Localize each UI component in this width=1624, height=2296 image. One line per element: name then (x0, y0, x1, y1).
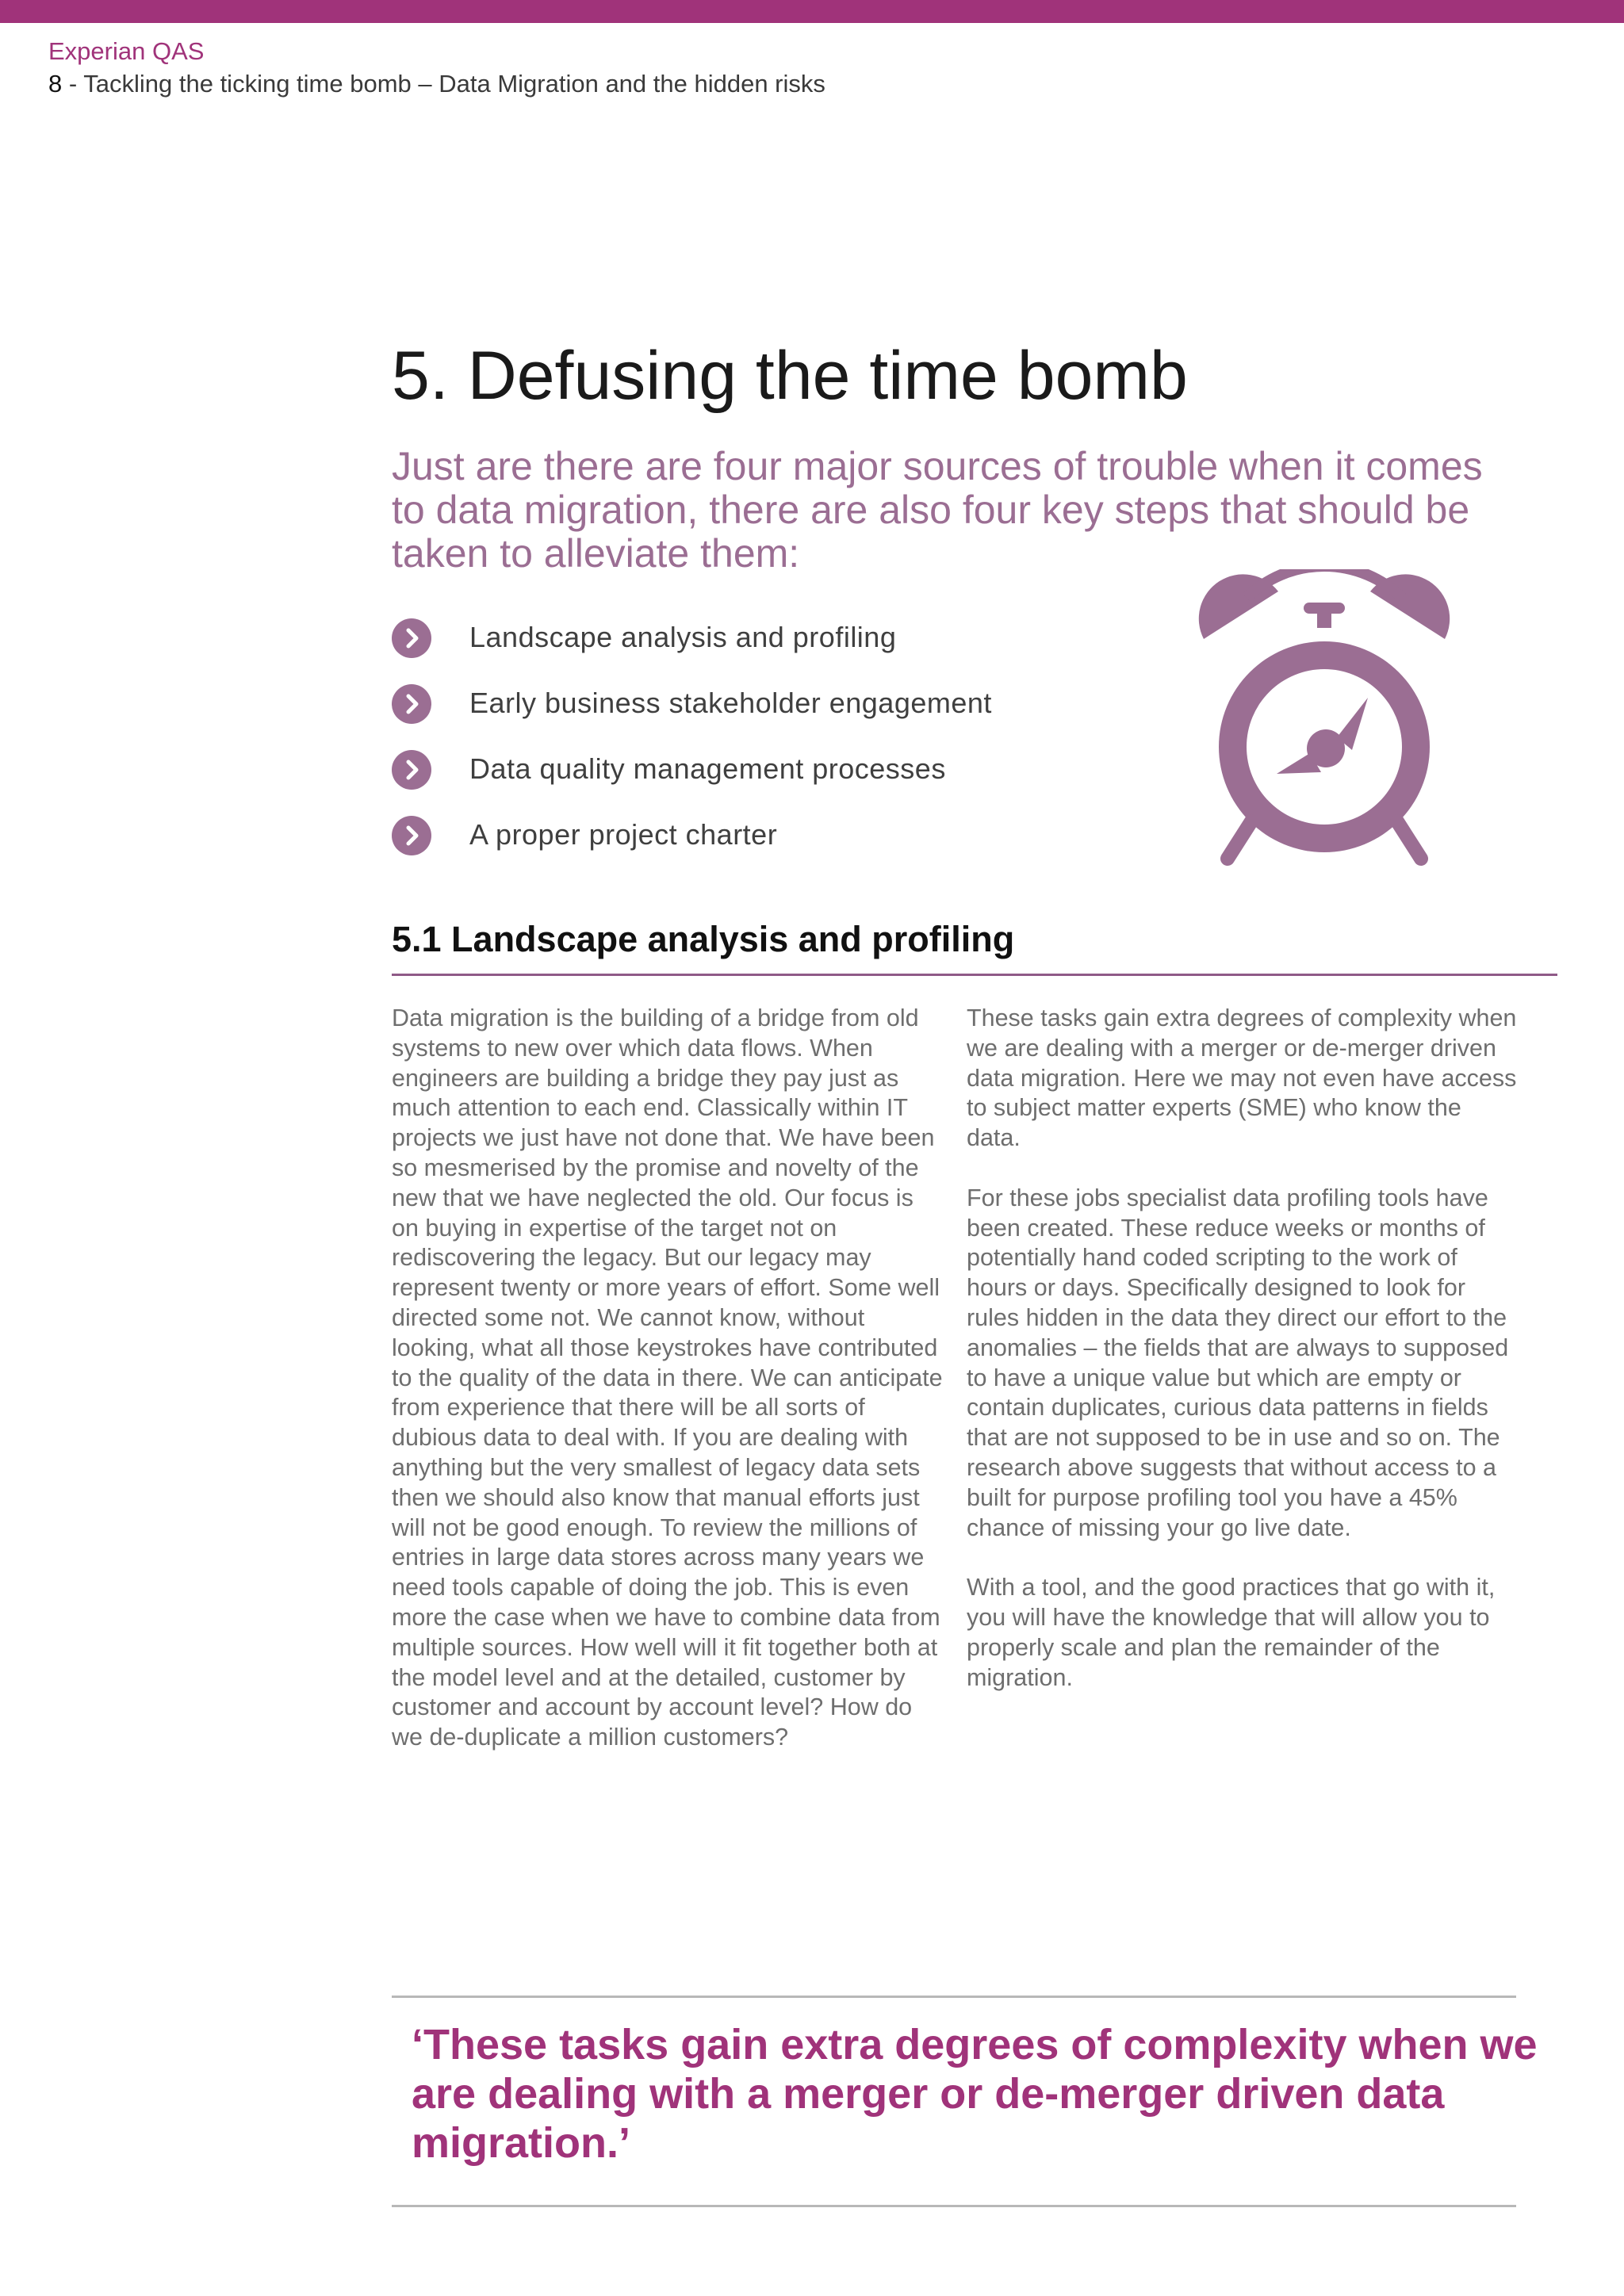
subsection-title: 5.1 Landscape analysis and profiling (392, 919, 1015, 959)
right-text-column (967, 1004, 1522, 1693)
page-number: 8 (48, 70, 63, 98)
step-label: Data quality management processes (469, 752, 946, 785)
section-title: 5. Defusing the time bomb (392, 338, 1188, 414)
alarm-clock-icon (1189, 569, 1459, 874)
brand-name: Experian QAS (48, 37, 205, 65)
chevron-right-icon (392, 618, 431, 658)
left-text-column (392, 1004, 947, 1753)
paragraph: For these jobs specialist data profiling tools have been created. These reduce weeks or months of potentially hand coded scripting to the work of hours or days. Specifically designed to look for rules hidden in the data they direct our effort to the anomalies – the fields that are always to supposed to have a unique value but which are empty or contain duplicates, curious data patterns in fields that are not supposed to be in use and so on. The research above suggests that without access to a built for purpose profiling tool you have a 45% chance of missing your go live date. (967, 1184, 1509, 1541)
running-header (48, 69, 825, 99)
chevron-right-icon (392, 816, 431, 855)
quote-bottom-divider (392, 2205, 1516, 2207)
paragraph: With a tool, and the good practices that go with it, you will have the knowledge that will allow you to properly scale and plan the remainder of the migration. (967, 1574, 1496, 1691)
step-label: A proper project charter (469, 818, 778, 851)
top-brand-bar (0, 0, 1624, 23)
paragraph: These tasks gain extra degrees of complexity when we are dealing with a merger or de-merger driven data migration. Here we may not even have access to subject matter experts (SME) who know the data. (967, 1004, 1517, 1152)
section-intro: Just are there are four major sources of trouble when it comes to data migration, there are also four key steps that should be taken to alleviate them: (392, 444, 1483, 576)
header-separator: - (62, 70, 84, 98)
subsection-divider (392, 974, 1557, 976)
pull-quote: ‘These tasks gain extra degrees of complexity when we are dealing with a merger or de-merger driven data migration.’ (412, 2021, 1538, 2167)
quote-top-divider (392, 1996, 1516, 1998)
paragraph: Data migration is the building of a bridge from old systems to new over which data flows. When engineers are building a bridge they pay just as much attention to each end. Classically within IT projects we just have not done that. We have been so mesmerised by the promise and novelty of the new that we have neglected the old. Our focus is on buying in expertise of the target not on rediscovering the legacy. But our legacy may represent twenty or more years of effort. Some well directed some not. We cannot know, without looking, what all those keystrokes have contributed to the quality of the data in there. We can anticipate from experience that there will be all sorts of dubious data to deal with. If you are dealing with anything but the very smallest of legacy data sets then we should also know that manual efforts just will not be good enough. To review the millions of entries in large data stores across many years we need tools capable of doing the job. This is even more the case when we have to combine data from multiple sources. How well will it fit together both at the model level and at the detailed, customer by customer and account by account level? How do we de-duplicate a million customers? (392, 1004, 943, 1751)
chevron-right-icon (392, 684, 431, 724)
step-label: Early business stakeholder engagement (469, 687, 992, 719)
chevron-right-icon (392, 750, 431, 790)
document-title: Tackling the ticking time bomb – Data Migration and the hidden risks (83, 70, 825, 98)
step-label: Landscape analysis and profiling (469, 621, 897, 653)
